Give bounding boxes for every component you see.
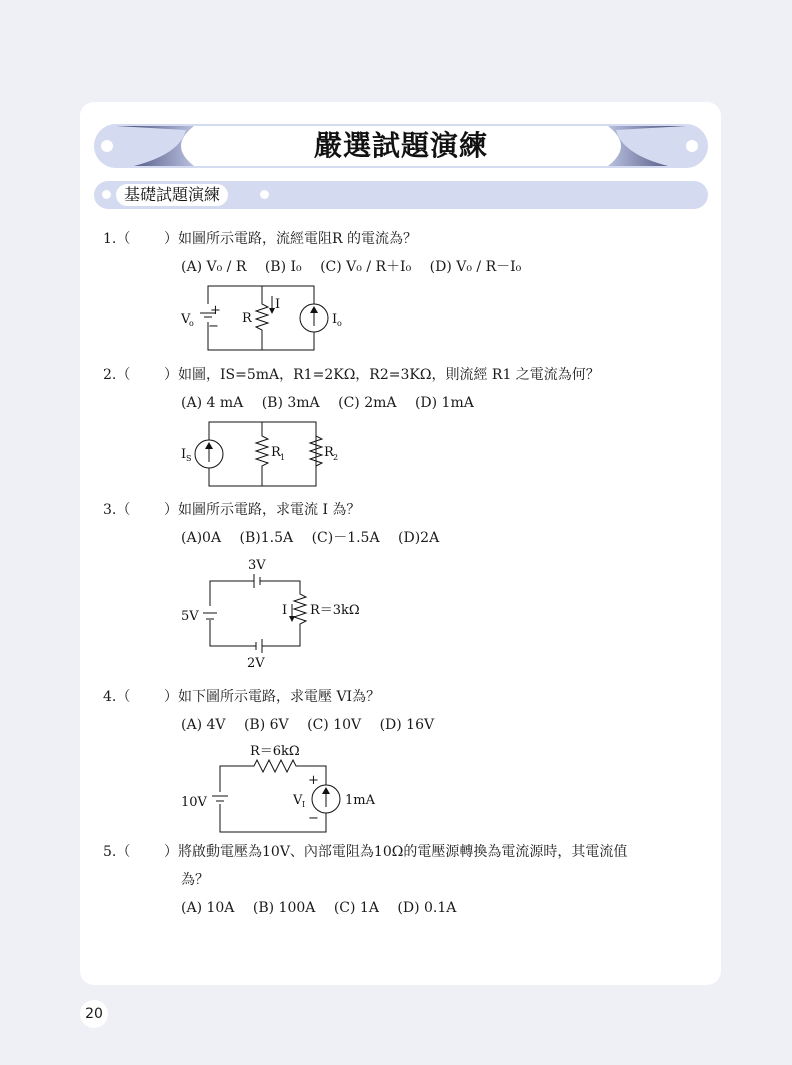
r1-subscript: 1	[280, 453, 286, 462]
r2-label: R	[324, 445, 334, 460]
bottom-source-label: 2V	[247, 656, 265, 671]
vsource-label: 10V	[181, 795, 207, 810]
circuit-2-diagram	[178, 418, 348, 490]
circuit-4-diagram	[178, 740, 388, 836]
resistor-label: R＝6kΩ	[250, 744, 300, 759]
question-5-text-continued: 為？	[181, 872, 209, 888]
option-b: (B)1.5A	[239, 530, 294, 546]
voltage-label: V	[293, 793, 303, 808]
question-3-options	[181, 528, 453, 548]
question-3-number: 3.（	[103, 502, 131, 518]
option-b: (B) 3mA	[261, 395, 320, 411]
left-source-label: 5V	[181, 609, 199, 624]
plus-sign: +	[308, 773, 319, 788]
option-c: (C) V₀ / R＋I₀	[320, 259, 412, 275]
option-a: (A) 10A	[181, 900, 235, 916]
minus-sign: −	[308, 811, 319, 826]
question-1-options	[181, 257, 535, 277]
r1-label: R	[271, 445, 281, 460]
option-d: (D) 16V	[379, 717, 435, 733]
question-2-number: 2.（	[103, 367, 131, 383]
page-number: 20	[80, 1000, 108, 1028]
question-4-text: ）如下圖所示電路，求電壓 VI為？	[164, 689, 381, 705]
dot-right	[260, 190, 269, 199]
isource-label: 1mA	[345, 793, 375, 808]
section-label: 基礎試題演練	[116, 184, 228, 206]
option-d: (D) 1mA	[414, 395, 474, 411]
resistor-label: R＝3kΩ	[310, 603, 360, 618]
option-b: (B) 100A	[252, 900, 316, 916]
option-a: (A) V₀ / R	[181, 259, 247, 275]
option-d: (D)2A	[398, 530, 440, 546]
option-d: (D) V₀ / R－I₀	[429, 259, 522, 275]
circuit-3-diagram	[178, 552, 378, 674]
question-1-text: ）如圖所示電路，流經電阻R 的電流為？	[164, 231, 417, 247]
vsource-subscript: o	[189, 319, 194, 328]
question-4-number: 4.（	[103, 689, 131, 705]
section-bar	[94, 181, 708, 209]
question-5-number: 5.（	[103, 844, 131, 860]
circuit-1-diagram	[178, 282, 358, 354]
isource-label: I	[181, 447, 187, 462]
option-a: (A) 4 mA	[181, 395, 244, 411]
r2-subscript: 2	[333, 453, 339, 462]
option-c: (C) 10V	[307, 717, 362, 733]
title-banner	[94, 124, 708, 168]
question-3-text: ）如圖所示電路，求電流 I 為？	[164, 502, 361, 518]
isource-subscript: o	[337, 319, 342, 328]
question-5-text: ）將啟動電壓為10V、內部電阻為10Ω的電壓源轉換為電流源時，其電流值	[164, 844, 628, 860]
isource-label: I	[332, 312, 338, 327]
option-d: (D) 0.1A	[397, 900, 457, 916]
option-b: (B) I₀	[264, 259, 302, 275]
resistor-label: R	[242, 311, 252, 326]
question-2-text: ）如圖，IS=5mA，R1=2KΩ，R2=3KΩ，則流經 R1 之電流為何？	[164, 367, 600, 383]
current-label: I	[282, 603, 288, 618]
option-a: (A) 4V	[181, 717, 226, 733]
question-1-number: 1.（	[103, 231, 131, 247]
option-c: (C)－1.5A	[311, 530, 380, 546]
question-4-options	[181, 715, 448, 735]
isource-subscript: S	[186, 454, 192, 463]
option-c: (C) 1A	[333, 900, 379, 916]
option-b: (B) 6V	[243, 717, 289, 733]
option-c: (C) 2mA	[338, 395, 397, 411]
top-source-label: 3V	[248, 558, 266, 573]
dot-left	[102, 190, 111, 199]
question-5-options	[181, 898, 470, 918]
vsource-label: V	[181, 312, 191, 327]
question-2-options	[181, 393, 488, 413]
banner-title: 嚴選試題演練	[313, 129, 488, 162]
option-a: (A)0A	[181, 530, 222, 546]
current-label: I	[275, 297, 281, 312]
voltage-subscript: I	[302, 800, 306, 809]
plus-sign: +	[210, 303, 221, 318]
minus-sign: −	[208, 319, 219, 334]
